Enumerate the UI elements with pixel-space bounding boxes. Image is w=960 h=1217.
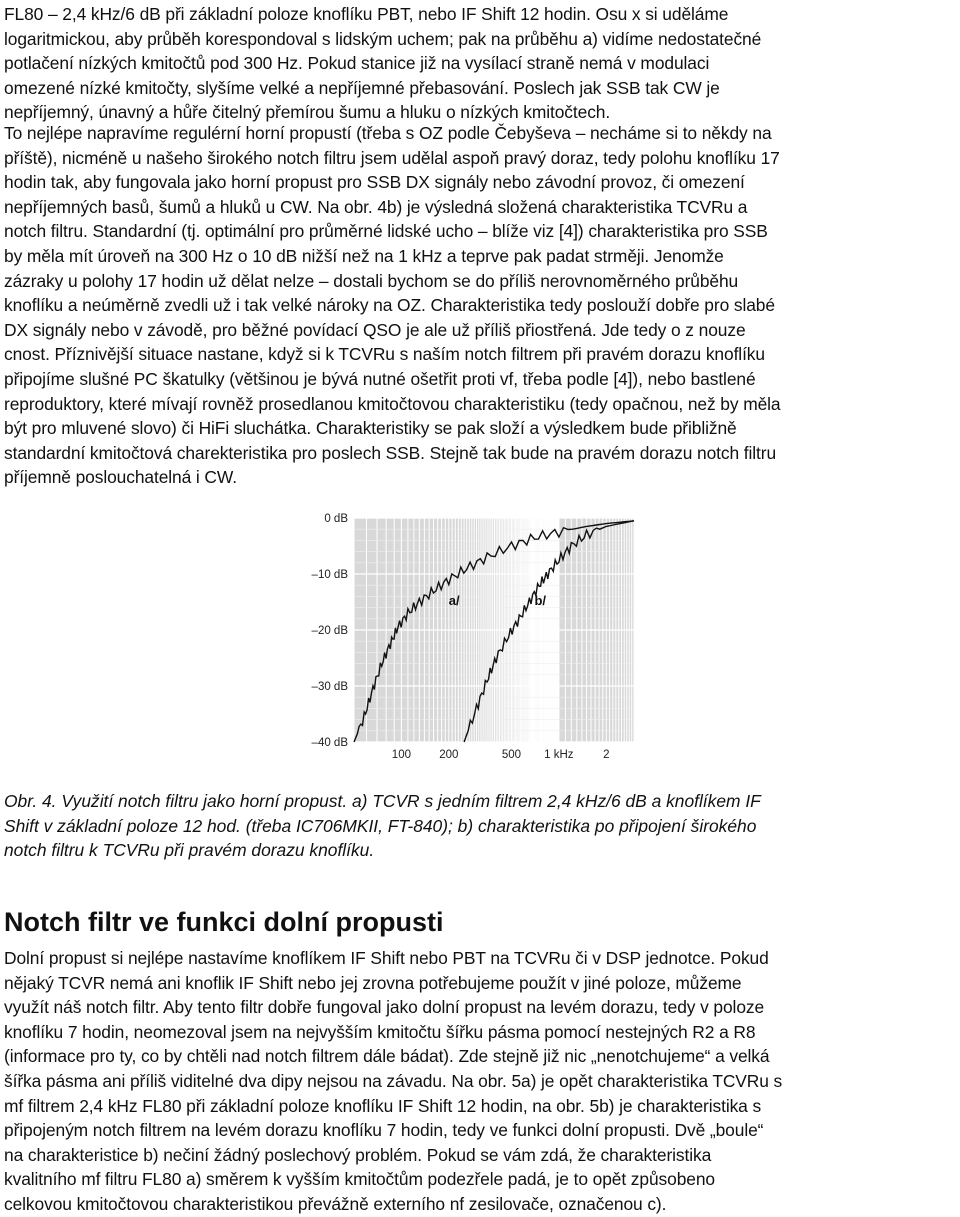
y-axis-ticks <box>312 513 349 749</box>
text-line: knoflíku a neúměrně zvedli už i tak velké nároky na OZ. Charakteristika tedy poslouží dobře pro slabé <box>4 295 775 316</box>
text-line: by měla mít úroveň na 300 Hz o 10 dB nižší než na 1 kHz a teprve pak padat strměji. Jenomže <box>4 245 724 266</box>
x-tick-label: 1 kHz <box>544 749 574 761</box>
section-heading: Notch filtr ve funkci dolní propusti <box>4 907 444 937</box>
x-tick-label: 200 <box>439 749 459 761</box>
text-line: hodin tak, aby fungovala jako horní propust pro SSB DX signály nebo závodní provoz, či omezení <box>4 172 745 193</box>
frequency-response-chart <box>294 510 650 774</box>
x-axis-ticks <box>392 749 610 761</box>
text-line: reproduktory, které mívají rovněž prosedlanou kmitočtovou charakteristiku (tedy opačnou, než by měla <box>4 393 781 414</box>
text-line: potlačení nízkých kmitočtů pod 300 Hz. Pokud stanice již na vysílací straně nemá v modulaci <box>4 53 710 74</box>
figure-caption <box>4 789 958 863</box>
series-label-b: b/ <box>534 592 547 608</box>
text-line: mf filtrem 2,4 kHz FL80 při základní poloze knoflíku IF Shift 12 hodin, na obr. 5b) je charakteristika s <box>4 1095 762 1116</box>
text-line: cnost. Příznivější situace nastane, když si k TCVRu s naším notch filtrem při pravém dorazu knoflíku <box>4 344 765 365</box>
text-line: připojeným notch filtrem na levém dorazu knoflíku 7 hodin, tedy ve funkci dolní propusti. Dvě „boule“ <box>4 1120 764 1141</box>
frequency-response-figure <box>294 510 650 774</box>
y-tick-label: –20 dB <box>311 625 348 637</box>
text-line: To nejlépe napravíme regulérní horní propustí (třeba s OZ podle Čebyševa – necháme si to někdy na <box>4 123 772 143</box>
paragraph-2 <box>4 121 958 490</box>
y-tick-label: 0 dB <box>324 513 348 525</box>
text-line: zázraky u polohy 17 hodin už dělat nelze – dostali bychom se do příliš nerovnoměrného průběhu <box>4 270 739 291</box>
y-tick-label: –40 dB <box>311 737 348 749</box>
y-tick-label: –10 dB <box>311 569 348 581</box>
text-line: nějaký TCVR nemá ani knoflik IF Shift nebo jej zrovna potřebujeme použít v jiné poloze, můžeme <box>4 972 742 993</box>
text-line: standardní kmitočtová charekteristika pro poslech SSB. Stejně tak bude na pravém dorazu notch filtru <box>4 442 777 463</box>
text-line: být pro mluvené slovo) či HiFi sluchátka. Charakteristiky se pak složí a výsledkem bude přibližně <box>4 418 737 439</box>
caption-line: Shift v základní poloze 12 hod. (třeba IC706MKII, FT-840); b) charakteristika po připojení širokého <box>4 815 757 836</box>
text-line: šířka pásma ani příliš viditelné dva dipy nejsou na závadu. Na obr. 5a) je opět charakteristika TCVRu s <box>4 1070 783 1091</box>
text-line: nepříjemný, únavný a hůře čitelný přemírou šumu a hluku o nízkých kmitočtech. <box>4 102 611 123</box>
caption-line: notch filtru k TCVRu při pravém dorazu knoflíku. <box>4 840 375 861</box>
paragraph-1 <box>4 2 958 125</box>
text-line: Dolní propust si nejlépe nastavíme knoflíkem IF Shift nebo PBT na TCVRu či v DSP jednotce. Pokud <box>4 948 769 968</box>
x-tick-label: 500 <box>501 749 522 761</box>
text-line: příště), nicméně u našeho širokého notch filtru jsem udělal aspoň pravý doraz, tedy polohu knoflíku 17 <box>4 147 780 168</box>
text-line: příjemně poslouchatelná i CW. <box>4 467 237 488</box>
text-line: DX signály nebo v závodě, pro běžné povídací QSO je ale už příliš přiostřená. Jde tedy o z nouze <box>4 319 746 340</box>
text-line: FL80 – 2,4 kHz/6 dB při základní poloze knoflíku PBT, nebo IF Shift 12 hodin. Osu x si uděláme <box>4 4 729 24</box>
text-line: využít náš notch filtr. Aby tento filtr dobře fungoval jako dolní propust na levém dorazu, tedy v poloze <box>4 997 765 1018</box>
caption-line: Obr. 4. Využití notch filtru jako horní propust. a) TCVR s jedním filtrem 2,4 kHz/6 dB a knoflíkem IF <box>4 791 761 811</box>
text-line: (informace pro ty, co by chtěli nad notch filtrem dále bádat). Zde stejně již nic „nenotchujeme“ a velká <box>4 1046 770 1067</box>
text-line: knoflíku 7 hodin, neomezoval jsem na nejvyšším kmitočtu šířku pásma pomocí nestejných R2 a R8 <box>4 1021 756 1042</box>
text-line: připojíme slušné PC škatulky (většinou je bývá nutné ošetřit proti vf, třeba podle [4]), nebo bastlené <box>4 368 756 389</box>
text-line: notch filtru. Standardní (tj. optimální pro průměrné lidské ucho – blíže viz [4]) charakteristika pro SSB <box>4 221 768 242</box>
text-line: nepříjemných basů, šumů a hluků u CW. Na obr. 4b) je výsledná složená charakteristika TCVRu a <box>4 196 748 217</box>
x-tick-label: 100 <box>391 749 411 761</box>
text-line: kvalitního mf filtru FL80 a) směrem k vyšším kmitočtům podezřele padá, je to opět způsobeno <box>4 1169 715 1190</box>
text-line: celkovou kmitočtovou charakteristikou převážně externího nf zesilovače, označenou c). <box>4 1193 667 1214</box>
text-line: logaritmickou, aby průběh korespondoval s lidským uchem; pak na průběhu a) vidíme nedostatečné <box>4 28 762 49</box>
series-label-a: a/ <box>448 592 460 608</box>
text-line: omezené nízké kmitočty, slyšíme velké a nepříjemné přebasování. Poslech jak SSB tak CW je <box>4 77 720 98</box>
text-line: na charakteristice b) nečiní žádný poslechový problém. Pokud se vám zdá, že charakteristika <box>4 1144 712 1165</box>
y-tick-label: –30 dB <box>311 681 348 693</box>
x-tick-label: 2 <box>603 749 610 761</box>
paragraph-3 <box>4 946 958 1217</box>
